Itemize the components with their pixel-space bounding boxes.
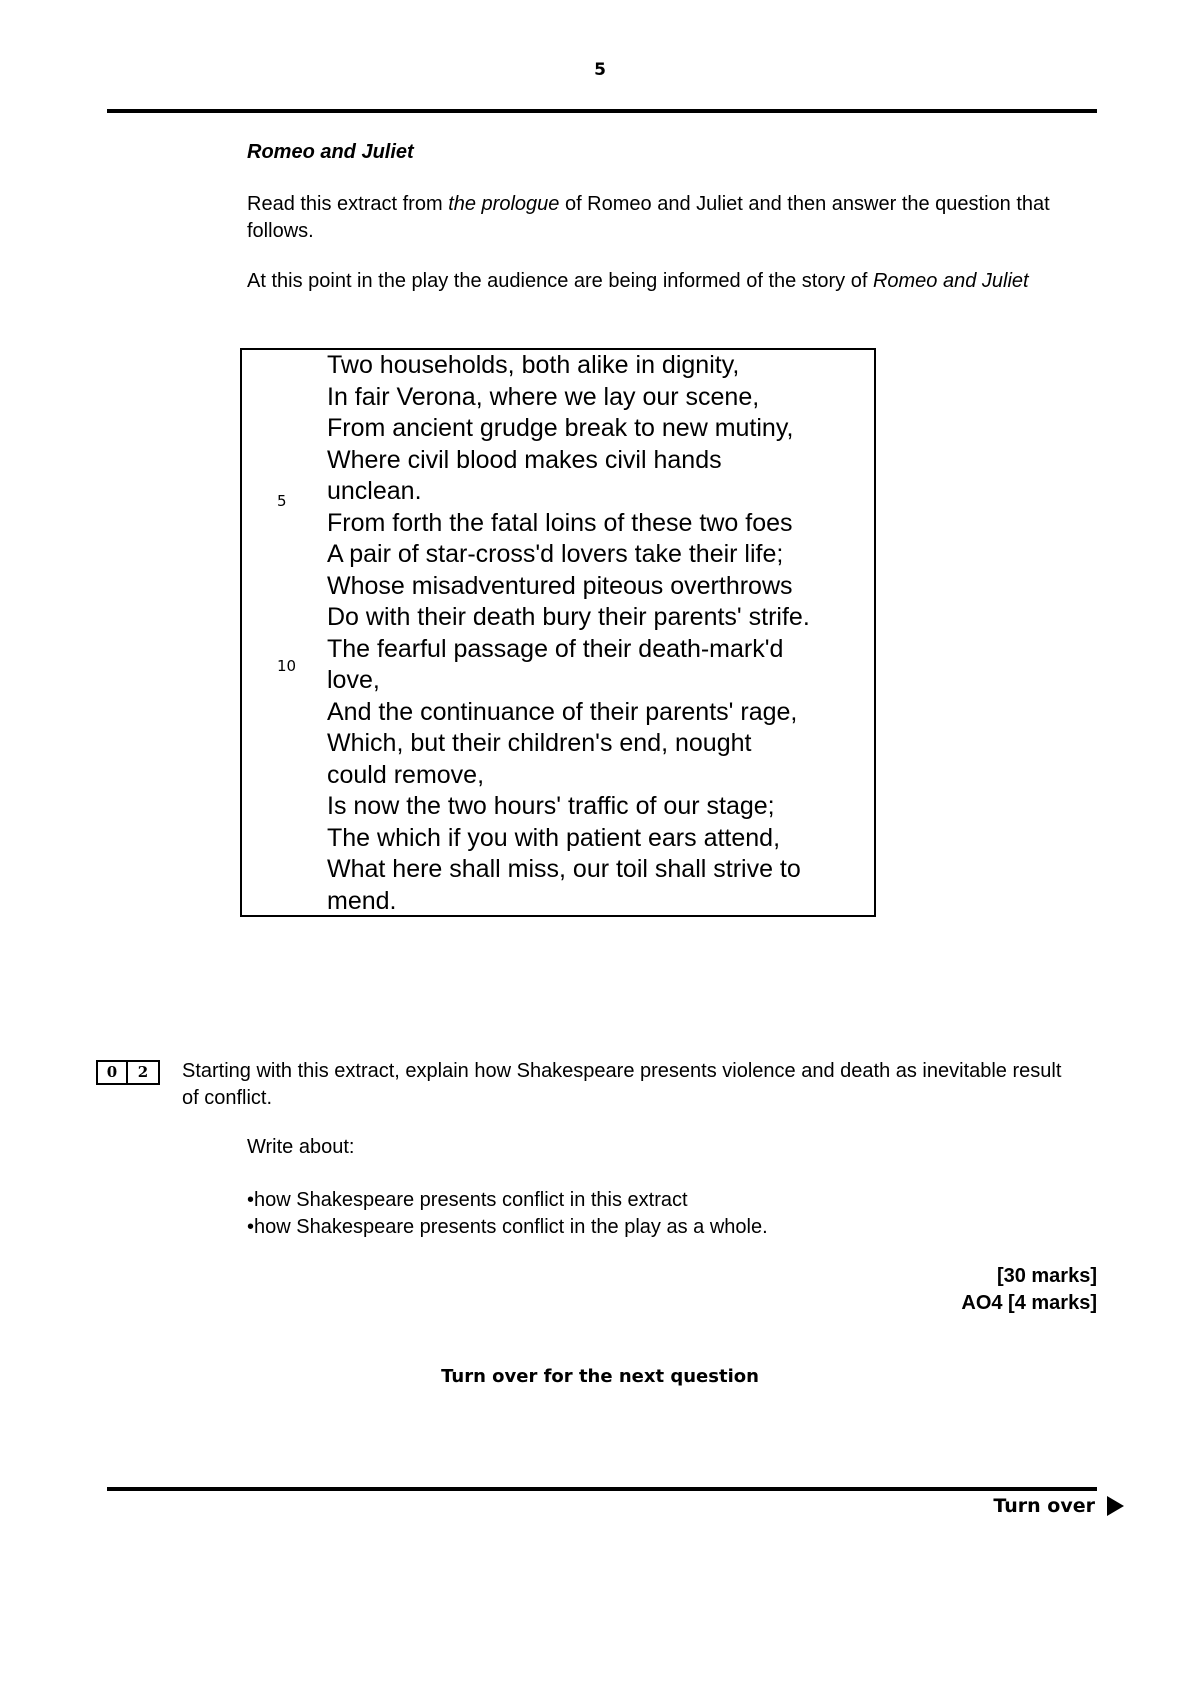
arrow-right-icon xyxy=(1107,1496,1124,1516)
extract-line: unclean. xyxy=(327,477,422,505)
instruction-paragraph xyxy=(247,191,1077,245)
page-number: 5 xyxy=(594,60,606,80)
instruction-text: Read this extract from xyxy=(247,193,449,215)
question-number-box xyxy=(96,1060,160,1085)
extract-line: Is now the two hours' traffic of our stage; xyxy=(327,792,775,820)
extract-line: And the continuance of their parents' rage, xyxy=(327,697,798,726)
extract-line: Where civil blood makes civil hands xyxy=(327,445,722,474)
section-title: Romeo and Juliet xyxy=(247,141,414,163)
turn-over-label: Turn over xyxy=(993,1495,1095,1517)
extract-line: Two households, both alike in dignity, xyxy=(327,351,740,379)
line-number-5: 5 xyxy=(277,492,287,510)
question-text: Starting with this extract, explain how Shakespeare presents violence and death as inevitable result of conflict. xyxy=(182,1060,1062,1109)
extract-text xyxy=(327,350,872,917)
context-paragraph xyxy=(247,268,1077,295)
total-marks: [30 marks] xyxy=(996,1265,1097,1287)
extract-line: Which, but their children's end, nought xyxy=(327,729,752,757)
extract-line: A pair of star-cross'd lovers take their life; xyxy=(327,540,784,568)
question-number-digit: 2 xyxy=(128,1060,160,1085)
turn-over-footer xyxy=(993,1495,1124,1517)
ao4-marks: AO4 [4 marks] xyxy=(961,1292,1097,1314)
extract-line: The which if you with patient ears attend, xyxy=(327,823,781,852)
bullet-list xyxy=(247,1187,768,1241)
extract-line: What here shall miss, our toil shall strive to xyxy=(327,855,801,883)
line-number-10: 10 xyxy=(277,657,297,675)
extract-line: In fair Verona, where we lay our scene, xyxy=(327,382,760,411)
bullet-item: • how Shakespeare presents conflict in the play as a whole. xyxy=(247,1214,768,1241)
bottom-rule xyxy=(107,1487,1097,1491)
question-number-digit: 0 xyxy=(96,1060,128,1085)
extract-line: Do with their death bury their parents' strife. xyxy=(327,603,810,631)
extract-line: From forth the fatal loins of these two foes xyxy=(327,508,793,537)
extract-line: Whose misadventured piteous overthrows xyxy=(327,571,793,600)
bullet-item: • how Shakespeare presents conflict in this extract xyxy=(247,1187,768,1214)
extract-line: From ancient grudge break to new mutiny, xyxy=(327,414,794,442)
context-text: At this point in the play the audience are being informed of the story of xyxy=(247,270,873,292)
extract-line: The fearful passage of their death-mark'd xyxy=(327,634,784,663)
top-rule xyxy=(107,109,1097,113)
extract-line: could remove, xyxy=(327,760,485,789)
write-about-label: Write about: xyxy=(247,1136,355,1158)
turn-over-next-question: Turn over for the next question xyxy=(441,1366,759,1387)
extract-line: love, xyxy=(327,666,380,694)
extract-line: mend. xyxy=(327,886,397,915)
instruction-text-end: of Romeo and Juliet and then answer the question that follows. xyxy=(247,193,1050,242)
instruction-italic: the prologue xyxy=(448,193,560,215)
marks-block xyxy=(961,1263,1097,1317)
context-italic: Romeo and Juliet xyxy=(872,270,1029,292)
